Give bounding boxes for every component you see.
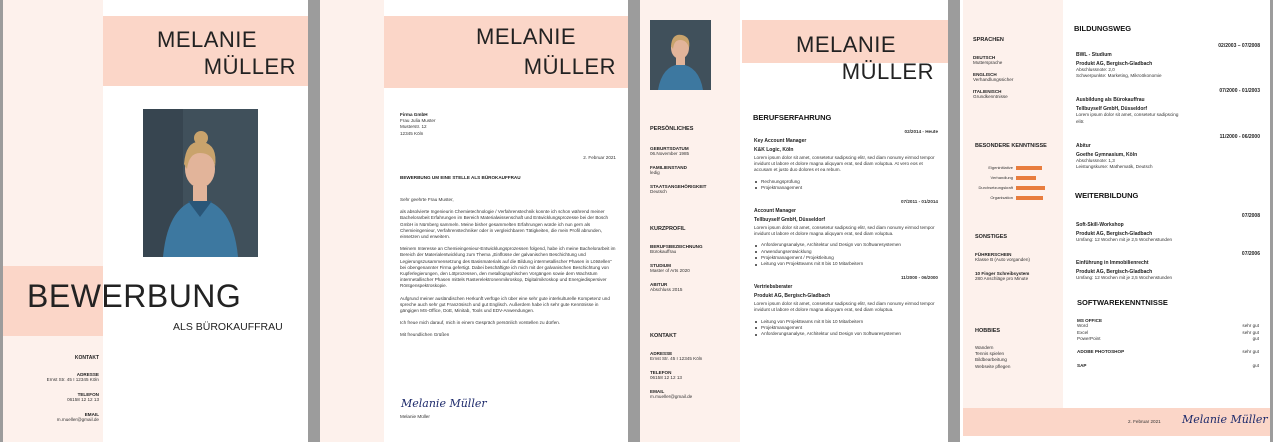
cover-last-name: MÜLLER [203,54,296,79]
education-entry [1076,88,1260,124]
job-title: Key Account Manager [754,138,807,144]
job-bullet: Anwendungsentwicklung [754,249,938,255]
letter-paragraph: als absolvierte Ingenieurin Chemietechnologie / Verfahrenstechnik konnte ich schon während meiner Bachelorarbeit Erfahrungen im Bereich Materialwissenschaft und Entwicklungsprozesse bei der Bosch GmbH in Nürnberg sammeln. Meine bisher gesammelten Erfahrungen würde ich nun gern als Chemieingenieur, Verfahrenstechniker oder in vergleichbaren Tätigkeiten, die mein Profil abrunden, einsetzen und erweitern. [400,209,609,240]
training-title: Einführung in Immobilienrecht [1076,260,1149,267]
letter-signer: Melanie Müller [400,414,430,419]
skill-label: Verhandlung [990,175,1013,180]
cv-first-name: MELANIE [796,32,897,57]
recipient-line: Firma GmbH [400,112,428,117]
cv-email-label: EMAIL [650,389,665,395]
cover-page [3,0,308,442]
training-title: Soft-Skill-Workshop [1076,222,1124,228]
education-line: Abschlussnote: 2,0 [1076,67,1115,72]
letter-page [320,0,628,442]
software-level: gut [1252,336,1259,341]
education-place: Tellbuyself GmbH, Düsseldorf [1076,106,1148,113]
languages-heading: SPRACHEN [973,37,1004,43]
training-heading: WEITERBILDUNG [1075,191,1139,200]
software-heading: SOFTWAREKENNTNISSE [1077,298,1168,307]
software-level: sehr gut [1242,329,1259,335]
photoshop-label: ADOBE PHOTOSHOP [1077,348,1125,354]
job-company: Produkt AG, Bergisch-Gladbach [754,293,831,300]
education-title: Ausbildung als Bürokauffrau [1076,97,1145,104]
letter-closing: Mit freundlichen Grüßen [400,332,450,338]
job-entry [754,199,938,267]
recipient-line: Frau Julia Muster [400,118,436,124]
job-text: Lorem ipsum dolor sit amet, consetetur sadipscing elitr, sed diam nonumy eirmod tempor invidunt ut labore et dolore magna aliquyam erat, sed diam voluptua. At vero eos et accusam et justo duo dolores et ea rebum. [754,155,935,173]
training-place: Produkt AG, Bergisch-Gladbach [1076,269,1153,276]
study-value: Master of Arts 2020 [650,268,690,274]
languages [973,37,1059,101]
skills-heading: BESONDERE KENNTNISSE [975,143,1047,149]
cv-photo [650,20,711,90]
msoffice-label: MS OFFICE [1077,318,1103,323]
recipient-line: Musterstr. 12 [400,124,427,130]
training-entry [1076,251,1260,281]
photoshop-level: sehr gut [1242,348,1259,354]
job-bullet: Leitung von Projektteams mit 8 bis 10 Mitarbeitern [754,319,938,325]
birth-value: 06.November 1985 [650,151,690,156]
cover-contact-heading: KONTAKT [74,355,99,361]
study-label: STUDIUM [650,263,671,269]
language-name: ITALIENISCH [973,89,1002,95]
cover-title: BEWERBUNG [27,278,242,314]
letter-paragraph: Aufgrund meiner ausländischen Herkunft verfüge ich über eine sehr gute interkulturelle Kompetenz und spreche auch sehr gut Französisch und gut Englisch. Außerdem habe ich sehr gute Kenntnisse in gängigen MS-Office, DoE, Minitab, Tools und EDV-Anwendungen. [400,295,610,314]
hobby: Webseite pflegen [975,363,1011,369]
skill-label: Eigeninitiative [988,165,1013,170]
job-text: Lorem ipsum dolor sit amet, consetetur sadipscing elitr, sed diam nonumy eirmod tempor invidunt ut labore et dolore magna aliquyam erat, sed diam voluptua. [754,301,935,313]
education-list [1076,43,1260,170]
cv2-signature: Melanie Müller [1182,413,1268,426]
letter-paragraph: Ich freue mich darauf, mich in einem Gespräch persönlich vorstellen zu dürfen. [400,320,561,326]
job-entry [754,129,938,191]
cv-personal [650,126,736,196]
training-line: Umfang: 12 Wochen mit je 2,5 Wochenstunden [1076,237,1173,242]
education-line: elitr. [1076,118,1085,124]
cv-page-2 [960,0,1270,442]
other-heading: SONSTIGES [975,234,1008,240]
education-date: 02/2003 – 07/2008 [1218,43,1260,49]
hobbies [975,328,1061,370]
job-label: BERUFSBEZEICHNUNG [650,244,703,249]
cover-first-name: MELANIE [157,27,258,52]
cover-email-label: EMAIL [84,412,99,418]
software-name: PowerPoint [1077,336,1101,341]
hobby: Tennis spielen [975,351,1005,357]
language-name: DEUTSCH [973,55,996,60]
typing-value: 280 Anschläge pro Minute [975,276,1029,282]
skill-bar [1016,176,1036,180]
letter-salutation: Sehr geehrte Frau Muster, [400,197,454,202]
other [975,234,1061,282]
job-bullet: Anforderungsanalyse, Architektur und Design von Softwaresystemen [754,242,938,248]
cover-phone-label: TELEFON [77,392,99,398]
skill-label: Organisation [990,195,1013,200]
hobby: Wandern [975,345,994,350]
language-level: Muttersprache [973,60,1003,65]
education-date: 07/2000 - 01/2003 [1219,88,1260,95]
birth-label: GEBURTSDATUM [650,146,689,151]
letter-body [400,197,618,339]
job-company: K&K Logic, Köln [754,147,794,153]
letter-last-name: MÜLLER [523,54,616,79]
skill-label: Durchsetzungskraft [978,185,1013,190]
education-date: 11/2000 - 06/2000 [1219,133,1260,140]
education-line: Lorem ipsum dolor sit amet, consetetur sadipscing [1076,112,1179,118]
education-line: Abschlussnote: 1,3 [1076,157,1115,163]
cv-phone-label: TELEFON [650,370,672,376]
personal-heading: PERSÖNLICHES [650,126,694,132]
skill-bar [1016,166,1042,170]
cv-last-name: MÜLLER [841,59,934,84]
nationality-value: Deutsch [650,189,667,195]
hobbies-heading: HOBBIES [975,328,1001,334]
skill-bar [1016,186,1045,190]
cv-phone: 06158 12 12 13 [650,375,682,381]
cv-profile [650,226,736,294]
cv-page-1 [640,0,948,442]
job-bullet: Projektmanagement / Projektleitung [754,255,938,261]
sap-level: gut [1252,362,1259,368]
software-name: Excel [1077,329,1089,335]
cv-contact-heading: KONTAKT [650,333,677,339]
training-date: 07/2008 [1241,213,1260,219]
software-list [1077,318,1259,370]
cv-email: m.mueller@gmail.de [650,394,693,400]
training-place: Produkt AG, Bergisch-Gladbach [1076,231,1153,237]
education-entry [1076,134,1260,170]
training-list [1076,213,1260,281]
cv-contact [650,333,736,401]
job-date: 11/2000 - 06/2000 [900,275,938,281]
job-company: Tellbuyself GmbH, Düsseldorf [754,217,826,224]
job-bullet: Rechnungsprüfung [754,179,938,185]
language-level: Verhandlungssicher [973,77,1014,83]
cover-photo [143,109,258,257]
education-line: Schwerpunkte: Marketing, Mikroökonomie [1076,73,1162,79]
cv-address-label: ADRESSE [650,351,673,356]
job-date: 02/2014 - Heute [904,129,938,134]
letter-subject: BEWERBUNG UM EINE STELLE ALS BÜROKAUFFRAU [400,175,521,180]
job-date: 07/2011 - 01/2014 [900,199,938,205]
job-entry [754,275,938,337]
education-place: Goethe Gymnasium, Köln [1076,151,1138,158]
language-level: Grundkenntnisse [973,94,1008,100]
cover-email: m.mueller@gmail.de [56,417,99,423]
nationality-label: STAATSANGEHÖRIGKEIT [650,184,707,190]
job-bullet: Projektmanagement [754,325,938,331]
letter-sidebar [320,0,384,442]
abitur-value: Abschluss 2015 [650,287,683,293]
experience-list [754,129,938,337]
job-title: Account Manager [754,208,796,215]
skill-bar [1016,196,1043,200]
job-title: Vertriebsberater [754,284,793,291]
job-bullet: Projektmanagement [754,185,938,191]
education-title: Abitur [1076,142,1091,149]
family-value: ledig [650,170,660,176]
cover-address-label: ADRESSE [76,372,99,377]
sap-label: SAP [1077,362,1087,368]
letter-first-name: MELANIE [476,24,577,49]
letter-signature: Melanie Müller [401,397,487,410]
job-text: Lorem ipsum dolor sit amet, consetetur sadipscing elitr, sed diam nonumy eirmod tempor invidunt ut labore et dolore magna aliquyam erat, sed diam voluptua. [754,225,935,237]
profile-heading: KURZPROFIL [650,226,686,232]
education-place: Produkt AG, Bergisch-Gladbach [1076,61,1153,67]
training-entry [1076,213,1260,243]
letter-recipient [400,112,436,137]
training-line: Umfang: 12 Wochen mit je 2,5 Wochenstunden [1076,275,1173,281]
experience-heading: BERUFSERFAHRUNG [753,113,832,122]
license-value: Klasse B (Auto vorganden) [975,257,1030,262]
cover-contact [9,372,99,424]
training-date: 07/2006 [1241,251,1260,258]
education-title: BWL - Studium [1076,52,1112,58]
cv2-date: 2. Februar 2021 [1128,419,1161,424]
letter-date: 2. Februar 2021 [583,155,616,160]
education-line: Leistungskurse: Mathematik, Deutsch [1076,164,1153,170]
letter-paragraph: Meinem Interesse an Chemieingenieur-Entwicklungsprozessen folgend, habe ich meine Bachelorarbeit im Bereich der Materialentwicklung zum Thema „Einflüsse der galvanischen Beschichtung und Legierungszusammensetzung des Basismaterials auf die Bildung intermetallischer Phasen in Lötstellen“ bei obengenannter Firma gefertigt. Dabei beschäftigte ich mich mit der galvanischen Beschichtung von Kupferlegierungen, den Lötprozessen, den metallographischen Vorgängen sowie dem Wachstum intermetallischer Phasen mittels Rasterelektronenmikroskop, Digitalmikroskop und Energiedispersiver Röntgenspektroskopie. [400,246,616,289]
cover-subtitle: ALS BÜROKAUFFRAU [173,321,283,333]
recipient-line: 12345 Köln [400,130,424,136]
job-bullet: Anforderungsanalyse, Architektur und Design von Softwaresystemen [754,331,938,337]
skills-labels [973,163,1013,203]
abitur-label: ABITUR [650,282,668,288]
language-name: ENGLISCH [973,72,997,78]
education-entry [1076,43,1260,79]
software-level: sehr gut [1242,323,1259,328]
typing-label: 10 Finger Schreibsystem [975,271,1030,277]
job-value: Bürokauffrau [650,249,677,254]
family-label: FAMILIENSTAND [650,165,687,171]
license-label: FÜHRERSCHEIN [975,252,1012,257]
hobby: Bildbearbeitung [975,357,1007,363]
cover-phone: 06158 12 12 13 [67,397,99,403]
job-bullet: Leitung von Projektteams mit 8 bis 10 Mitarbeitern [754,261,938,267]
cover-address: Ernst Str. 45 I 12345 Köln [46,377,99,382]
education-heading: BILDUNGSWEG [1074,24,1132,33]
cv-address: Ernst Str. 45 I 12345 Köln [650,356,703,361]
software-name: Word [1077,323,1088,328]
